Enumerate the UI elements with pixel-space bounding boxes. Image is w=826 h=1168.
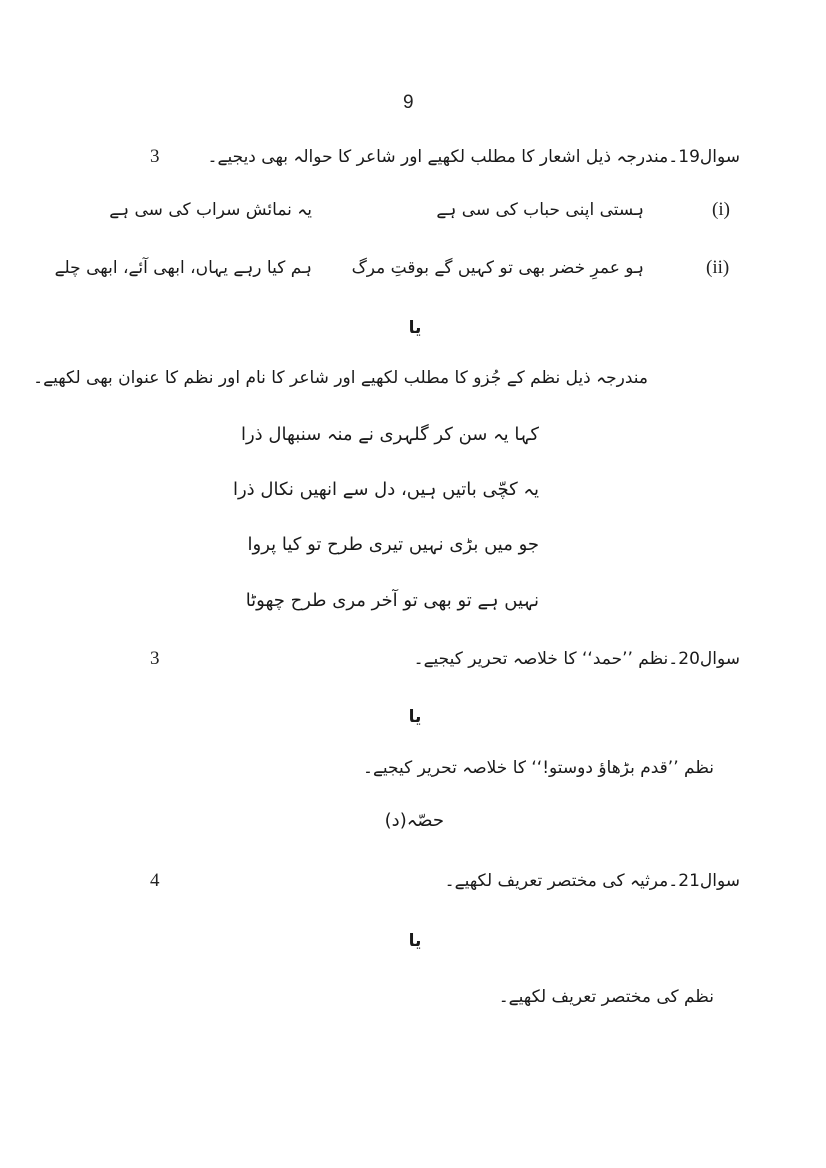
page-number: 9 [403, 92, 414, 113]
poem-line-4: نہیں ہے تو بھی تو آخر مری طرح چھوٹا [245, 590, 539, 611]
or-separator: یا [408, 318, 422, 338]
poem-line-1: کہا یہ سن کر گلہری نے منہ سنبھال ذرا [240, 424, 539, 445]
section-heading: حصّہ(د) [384, 810, 444, 831]
q21-marks: 4 [150, 870, 160, 891]
q19-prompt: سوال19۔مندرجہ ذیل اشعار کا مطلب لکھیے اور شاعر کا حوالہ بھی دیجیے۔ [207, 147, 740, 167]
couplet-1-misra-2: یہ نمائش سراب کی سی ہے [109, 200, 312, 220]
poem-line-2: یہ کچّی باتیں ہیں، دل سے انھیں نکال ذرا [232, 479, 539, 500]
q19-alt-prompt: مندرجہ ذیل نظم کے جُزو کا مطلب لکھیے اور شاعر کا نام اور نظم کا عنوان بھی لکھیے۔ [33, 368, 648, 388]
q19-marks: 3 [150, 146, 160, 167]
couplet-1-misra-1: ہستی اپنی حباب کی سی ہے [436, 200, 644, 220]
couplet-1-label: (i) [712, 199, 730, 220]
q20-marks: 3 [150, 648, 160, 669]
or-separator: یا [408, 707, 422, 727]
couplet-2-misra-2: ہم کیا رہے یہاں، ابھی آئے، ابھی چلے [54, 258, 312, 278]
or-separator: یا [408, 931, 422, 951]
q21-alt-prompt: نظم کی مختصر تعریف لکھیے۔ [498, 987, 714, 1007]
poem-line-3: جو میں بڑی نہیں تیری طرح تو کیا پروا [247, 534, 539, 555]
couplet-2-label: (ii) [706, 257, 730, 278]
couplet-2-misra-1: ہو عمرِ خضر بھی تو کہیں گے بوقتِ مرگ [351, 258, 644, 278]
q20-alt-prompt: نظم ’’قدم بڑھاؤ دوستو!‘‘ کا خلاصہ تحریر کیجیے۔ [363, 758, 714, 778]
q20-prompt: سوال20۔نظم ’’حمد‘‘ کا خلاصہ تحریر کیجیے۔ [413, 649, 740, 669]
q21-prompt: سوال21۔مرثیہ کی مختصر تعریف لکھیے۔ [444, 871, 740, 891]
